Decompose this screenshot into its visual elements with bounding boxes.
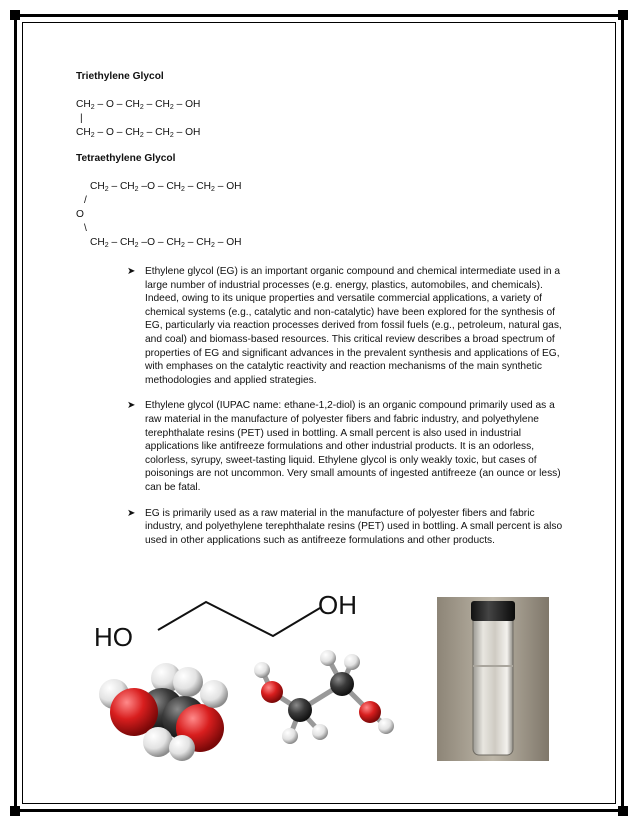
vial-cap — [471, 601, 515, 621]
bullet-text: Ethylene glycol (EG) is an important organic compound and chemical intermediate used in a large number of industrial processes (e.g. energy, plastics, automobiles, and chemicals). Indeed, owing to its unique properties and versatile commercial applications, a variety of chemical systems (e.g., catalytic and non-catalytic) have been explored for the synthesis of EG, particularly via reaction processes derived from fossil fuels (e.g., petroleum, natural gas, and coal) and biomass-based resources. This critical review describes a broad spectrum of properties of EG and significant advances in the prevalent synthesis and applications of EG, with emphases on the catalytic reactivity and reaction mechanisms of the main synthetic methodologies and applied strategies. — [145, 266, 562, 386]
formula-section — [76, 64, 576, 250]
triethylene-line-2: $CH_2$ – O – $CH_2 - CH_2$ – OH — [76, 127, 201, 139]
bullet-list — [127, 265, 572, 559]
hydrogen-atom — [173, 667, 203, 697]
bullet-text: Ethylene glycol (IUPAC name: ethane-1,2-diol) is an organic compound primarily used as a raw material in the manufacture of polyester fibers and fabric industry, and polyethylene terephthalate resins (PET) used in bottling. A small percent is also used in industrial applications like antifreeze formulations and other industrial products. It is an odorless, colorless, syrupy, sweet-tasting liquid. Ethylene glycol is only weakly toxic, but cases of poisonings are not uncommon. Very small amounts of ingested antifreeze (an ounce or less) can be fatal. — [145, 400, 561, 493]
hydrogen-atom — [312, 724, 328, 740]
arrow-bullet-icon: ➤ — [127, 266, 136, 277]
oxygen-atom — [261, 681, 283, 703]
list-item — [127, 399, 572, 494]
tetraethylene-line-1: $CH_2 - CH_2$ $-O - CH_2 - CH_2$ – OH — [90, 181, 242, 193]
border-corner — [10, 10, 20, 20]
oxygen-atom — [110, 688, 158, 736]
tetraethylene-line-2: $CH_2 - CH_2$ $-O - CH_2 - CH_2$ – OH — [90, 237, 242, 249]
oxygen-atom — [359, 701, 381, 723]
carbon-chain-bonds — [158, 602, 320, 636]
hydrogen-atom — [320, 650, 336, 666]
carbon-atom — [330, 672, 354, 696]
triethylene-title: Triethylene Glycol — [76, 71, 164, 82]
vial-photo — [437, 597, 549, 761]
border-corner — [618, 806, 628, 816]
carbon-atom — [288, 698, 312, 722]
hydrogen-atom — [143, 727, 173, 757]
space-filling-model — [96, 652, 236, 762]
hydrogen-atom — [254, 662, 270, 678]
tetraethylene-bond-up: / — [84, 195, 87, 206]
hydrogen-atom — [169, 735, 195, 761]
hydroxyl-label-left: HO — [94, 622, 133, 652]
triethylene-bond: | — [80, 113, 83, 124]
tetraethylene-bond-down: \ — [84, 223, 87, 234]
arrow-bullet-icon: ➤ — [127, 507, 136, 519]
hydrogen-atom — [378, 718, 394, 734]
vial-glass — [473, 615, 513, 755]
arrow-bullet-icon: ➤ — [127, 400, 136, 412]
border-corner — [10, 806, 20, 816]
hydrogen-atom — [200, 680, 228, 708]
hydrogen-atom — [344, 654, 360, 670]
tetraethylene-title: Tetraethylene Glycol — [76, 153, 176, 164]
hydroxyl-label-right: OH — [318, 590, 357, 620]
tetraethylene-oxygen: O — [76, 209, 84, 220]
border-corner — [618, 10, 628, 20]
list-item — [127, 265, 572, 387]
bullet-text: EG is primarily used as a raw material in the manufacture of polyester fibers and fabric industry, and polyethylene terephthalate resins (PET) used in bottling. A small percent is also used in other applications such as antifreeze formulations and other products. — [145, 507, 563, 546]
hydrogen-atom — [282, 728, 298, 744]
list-item — [127, 507, 572, 548]
ball-and-stick-model — [248, 640, 398, 750]
triethylene-line-1: $CH_2$ – O – $CH_2 - CH_2$ – OH — [76, 99, 201, 111]
liquid-surface — [473, 665, 513, 667]
